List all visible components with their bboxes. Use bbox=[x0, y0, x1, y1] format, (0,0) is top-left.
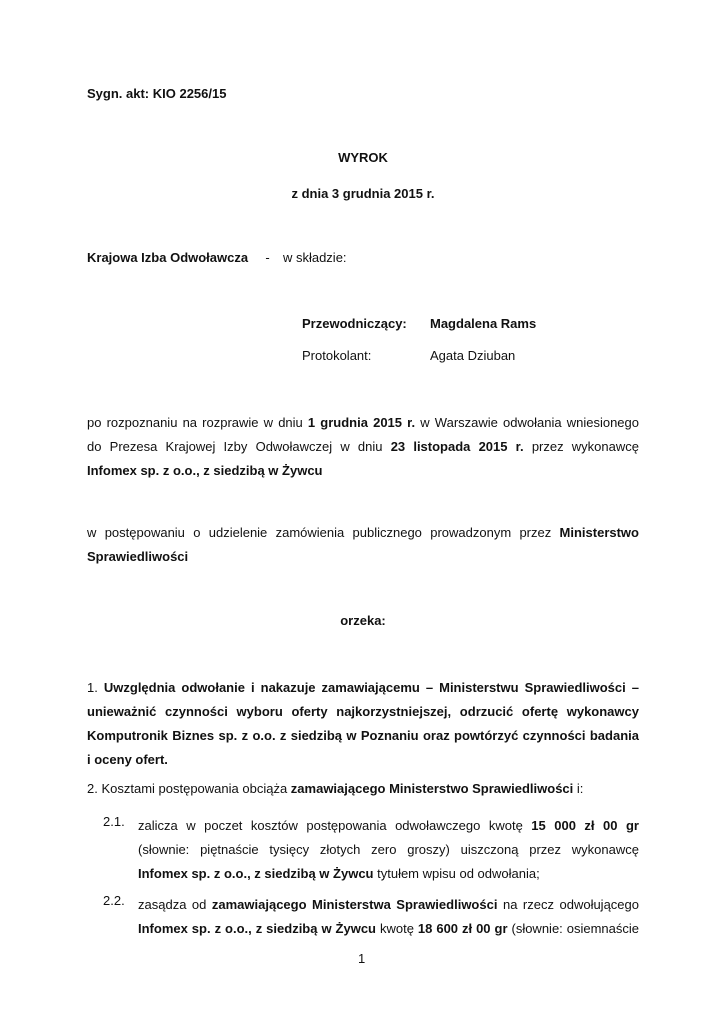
point-2-1-line-3: Infomex sp. z o.o., z siedzibą w Żywcu tytułem wpisu od odwołania; bbox=[138, 866, 540, 881]
proceeding-line-1: w postępowaniu o udzielenie zamówienia publicznego prowadzonym przez Ministerstwo bbox=[87, 525, 639, 540]
point-1-line-1: 1. Uwzględnia odwołanie i nakazuje zamawiającemu – Ministerstwu Sprawiedliwości – bbox=[87, 680, 639, 695]
document-title: WYROK bbox=[338, 150, 388, 165]
point-1-line-3: Komputronik Biznes sp. z o.o. z siedzibą w Poznaniu oraz powtórzyć czynności badania bbox=[87, 728, 639, 743]
judgment-date: z dnia 3 grudnia 2015 r. bbox=[291, 186, 435, 201]
point-2-1-line-2: (słownie: piętnaście tysięcy złotych zero groszy) uiszczoną przez wykonawcę bbox=[138, 842, 639, 857]
point-1 bbox=[87, 676, 639, 772]
point-1-line-4: i oceny ofert. bbox=[87, 752, 168, 767]
page-number: 1 bbox=[358, 951, 366, 966]
chair-label: Przewodniczący: bbox=[302, 316, 407, 331]
filing-date: 23 listopada 2015 r. bbox=[390, 439, 524, 454]
dash: - bbox=[265, 250, 270, 265]
appellant-name: Infomex sp. z o.o., z siedzibą w Żywcu bbox=[87, 463, 323, 478]
intro-line-2: do Prezesa Krajowej Izby Odwoławczej w dniu 23 listopada 2015 r. przez wykonawcę bbox=[87, 439, 639, 454]
composition-line bbox=[87, 250, 347, 265]
fee-amount: 15 000 zł 00 gr bbox=[531, 818, 639, 833]
proceeding-paragraph bbox=[87, 521, 639, 569]
hearing-date: 1 grudnia 2015 r. bbox=[307, 415, 416, 430]
clerk-label: Protokolant: bbox=[302, 348, 372, 363]
point-2: 2. Kosztami postępowania obciąża zamawiającego Ministerstwo Sprawiedliwości i: bbox=[87, 781, 584, 796]
ruling-heading: orzeka: bbox=[340, 613, 386, 628]
point-2-1-number: 2.1. bbox=[103, 814, 125, 829]
case-signature: Sygn. akt: KIO 2256/15 bbox=[87, 86, 227, 101]
chamber-name: Krajowa Izba Odwoławcza bbox=[87, 250, 249, 265]
chair-name: Magdalena Rams bbox=[430, 316, 537, 331]
composition-label: w składzie: bbox=[282, 250, 347, 265]
point-2-1-line-1: zalicza w poczet kosztów postępowania odwoławczego kwotę 15 000 zł 00 gr bbox=[138, 818, 639, 833]
point-2-2-number: 2.2. bbox=[103, 893, 125, 908]
clerk-name: Agata Dziuban bbox=[430, 348, 516, 363]
point-2-2-line-1: zasądza od zamawiającego Ministerstwa Sprawiedliwości na rzecz odwołującego bbox=[138, 897, 639, 912]
point-2-1 bbox=[138, 814, 639, 886]
point-1-line-2: unieważnić czynności wyboru oferty najkorzystniejszej, odrzucić ofertę wykonawcy bbox=[87, 704, 639, 719]
proceeding-line-2: Sprawiedliwości bbox=[87, 549, 189, 564]
intro-line-1: po rozpoznaniu na rozprawie w dniu 1 grudnia 2015 r. w Warszawie odwołania wniesionego bbox=[87, 415, 639, 430]
point-2-2-line-2: Infomex sp. z o.o., z siedzibą w Żywcu kwotę 18 600 zł 00 gr (słownie: osiemnaście bbox=[138, 921, 640, 936]
awarded-amount: 18 600 zł 00 gr bbox=[417, 921, 508, 936]
intro-paragraph bbox=[87, 411, 639, 483]
point-2-2 bbox=[138, 893, 639, 941]
